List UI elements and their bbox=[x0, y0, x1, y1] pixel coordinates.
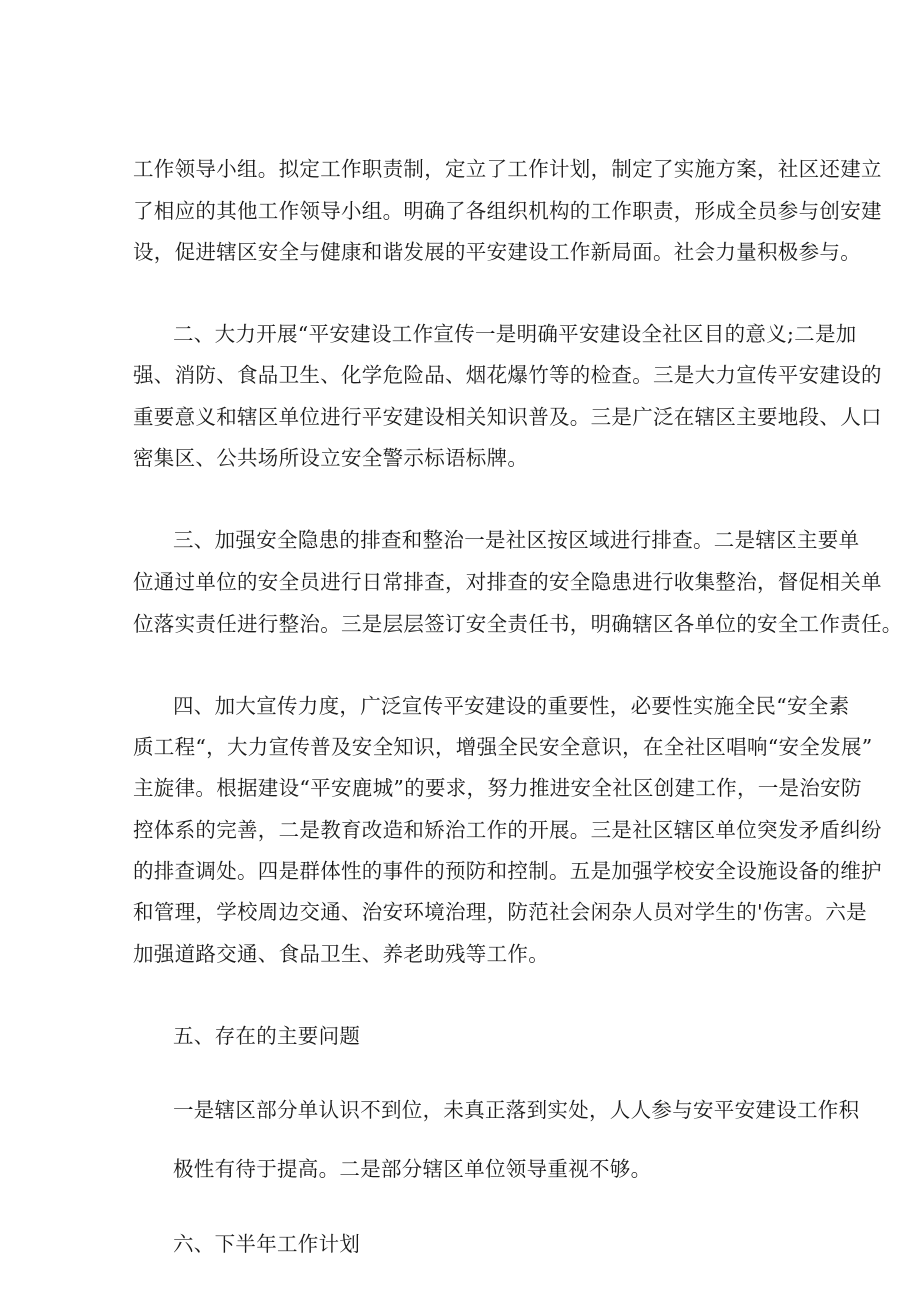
paragraph-2-line-3: 重要意义和辖区单位进行平安建设相关知识普及。三是广泛在辖区主要地段、人口 bbox=[133, 405, 882, 429]
paragraph-4-line-6: 和管理，学校周边交通、治安环境治理，防范社会闲杂人员对学生的'伤害。六是 bbox=[133, 900, 867, 924]
paragraph-4-line-5: 的排查调处。四是群体性的事件的预防和控制。五是加强学校安全设施设备的维护 bbox=[133, 859, 882, 883]
paragraph-4-line-2: 质工程“，大力宣传普及安全知识，增强全民安全意识，在全社区唱响“安全发展” bbox=[133, 735, 873, 759]
section-heading-problems: 五、存在的主要问题 bbox=[173, 1024, 361, 1048]
paragraph-3-line-3: 位落实责任进行整治。三是层层签订安全责任书，明确辖区各单位的安全工作责任。 bbox=[133, 612, 903, 636]
paragraph-4-line-4: 控体系的完善，二是教育改造和矫治工作的开展。三是社区辖区单位突发矛盾纠纷 bbox=[133, 818, 882, 842]
paragraph-2-line-2: 强、消防、食品卫生、化学危险品、烟花爆竹等的检查。三是大力宣传平安建设的 bbox=[133, 363, 882, 387]
section-heading-plan: 六、下半年工作计划 bbox=[173, 1232, 361, 1256]
paragraph-2-line-4: 密集区、公共场所设立安全警示标语标牌。 bbox=[133, 446, 529, 470]
paragraph-3-line-1: 三、加强安全隐患的排查和整治一是社区按区域进行排查。二是辖区主要单 bbox=[173, 528, 860, 552]
paragraph-5-line-1: 一是辖区部分单认识不到位，未真正落到实处，人人参与安平安建设工作积 bbox=[173, 1098, 860, 1122]
paragraph-4-line-3: 主旋律。根据建设“平安鹿城”的要求，努力推进安全社区创建工作，一是治安防 bbox=[133, 776, 862, 800]
paragraph-2-line-1: 二、大力开展“平安建设工作宣传一是明确平安建设全社区目的意义;二是加 bbox=[173, 322, 857, 346]
paragraph-1-line-2: 了相应的其他工作领导小组。明确了各组织机构的工作职责，形成全员参与创安建 bbox=[133, 199, 882, 223]
paragraph-4-line-1: 四、加大宣传力度，广泛宣传平安建设的重要性，必要性实施全民“安全素 bbox=[173, 694, 850, 718]
paragraph-4-line-7: 加强道路交通、食品卫生、养老助残等工作。 bbox=[133, 942, 549, 966]
paragraph-1-line-3: 设，促进辖区安全与健康和谐发展的平安建设工作新局面。社会力量积极参与。 bbox=[133, 240, 861, 264]
paragraph-1-line-1: 工作领导小组。拟定工作职责制，定立了工作计划，制定了实施方案，社区还建立 bbox=[133, 157, 882, 181]
paragraph-3-line-2: 位通过单位的安全员进行日常排查，对排查的安全隐患进行收集整治，督促相关单 bbox=[133, 570, 882, 594]
paragraph-5-line-2: 极性有待于提高。二是部分辖区单位领导重视不够。 bbox=[173, 1157, 652, 1181]
